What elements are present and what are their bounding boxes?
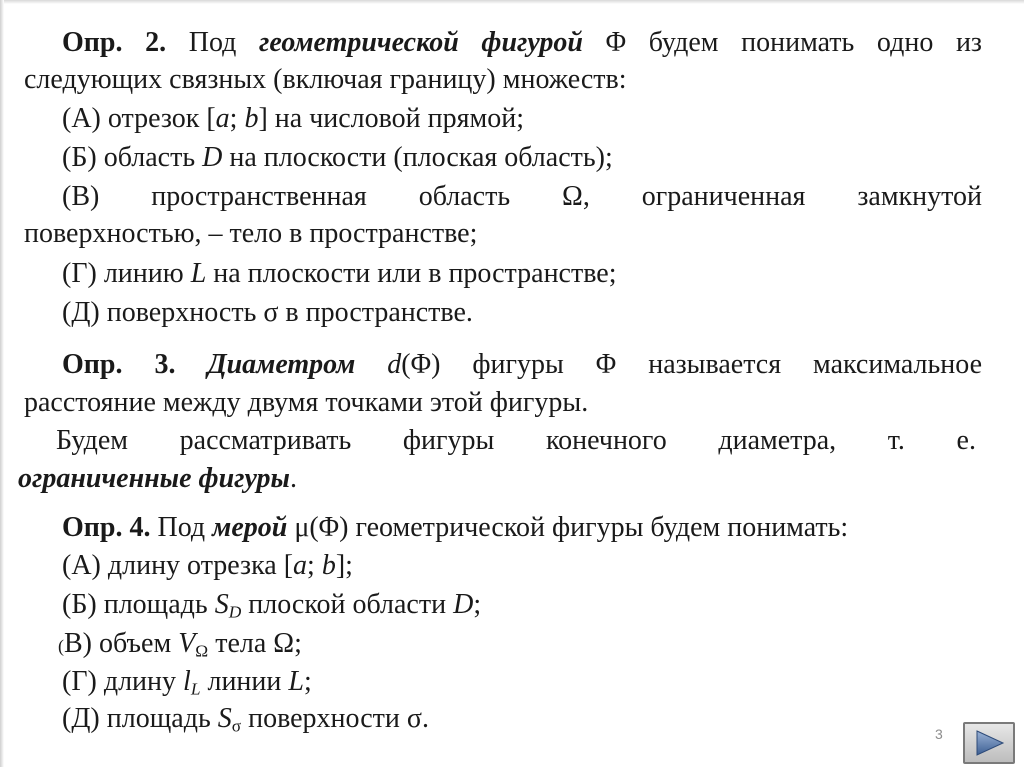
def3-line-3: Будем рассматривать фигуры конечного диаметра, т. е. [56,425,976,456]
def2-line-2: следующих связных (включая границу) множеств: [24,64,627,95]
def2-text: Φ будем понимать одно из [583,27,982,58]
slide-left-edge [0,0,4,767]
def2-item-b [62,141,613,175]
math-subscript: Ω [195,641,209,661]
def4-heading: Опр. 4. [62,512,151,543]
math-var: V [178,628,196,659]
def3-text: (Φ) фигуры Φ называется максимальное [401,349,983,380]
item-text: (А) отрезок [ [62,103,216,134]
def4-item-d [62,665,312,699]
def2-text: Под [166,27,259,58]
item-text: (Д) площадь [62,703,218,734]
def4-item-c [58,627,302,663]
math-var: D [453,589,474,620]
item-text: плоской области [241,589,454,620]
def4-text: Под [150,512,213,543]
item-text: В) объем [64,628,179,659]
def3-text: . [289,463,297,494]
item-text: поверхности σ. [241,703,429,734]
item-text: ; [307,550,322,581]
item-text: ; [303,666,312,697]
def3-line-4 [18,462,297,496]
math-subscript: σ [231,716,242,736]
def2-item-d [62,257,616,291]
math-subscript: D [228,602,242,622]
math-var: S [214,589,229,620]
item-text: на плоскости или в пространстве; [206,258,617,289]
def2-item-c-line-2: поверхностью, – тело в пространстве; [24,218,478,249]
item-text: (Б) площадь [62,589,215,620]
def3-heading: Опр. 3. [62,349,176,380]
def4-item-a [62,549,353,583]
play-right-triangle-icon [971,728,1007,758]
slide-top-edge [0,0,1024,4]
def2-item-a [62,102,524,136]
def2-line-1 [24,26,982,60]
item-text: ; [473,589,482,620]
item-text: ] на числовой прямой; [258,103,525,134]
math-var: S [217,703,232,734]
def2-item-c-line-1: (В) пространственная область Ω, ограниченная замкнутой [62,181,982,212]
math-var: b [321,550,336,581]
def4-item-b [62,588,481,622]
def4-term: мерой [212,512,288,543]
def2-item-e: (Д) поверхность σ в пространстве. [62,297,473,328]
item-text: ]; [335,550,353,581]
def2-term: геометрической фигурой [259,27,583,58]
item-text: на плоскости (плоская область); [222,142,613,173]
def2-heading: Опр. 2. [62,27,167,58]
item-text: (Г) линию [62,258,191,289]
def4-line-1 [62,511,848,545]
math-var: L [288,666,304,697]
space [175,349,207,380]
page-number: 3 [935,726,943,742]
def3-bounded-term: ограниченные фигуры [18,463,290,494]
math-var: b [244,103,259,134]
next-slide-button[interactable] [963,722,1015,764]
math-subscript: L [190,679,201,699]
def3-line-1 [24,348,982,382]
math-var: L [190,258,207,289]
item-text: ( [58,636,64,656]
item-text: (Г) длину [62,666,184,697]
item-text: (Б) область [62,142,203,173]
item-text: линии [200,666,289,697]
math-var: a [293,550,308,581]
def3-line-2: расстояние между двумя точками этой фигуры. [24,387,589,418]
math-var: D [202,142,223,173]
math-var: l [183,666,191,697]
space [355,349,387,380]
item-text: тела Ω; [208,628,302,659]
item-text: (А) длину отрезка [ [62,550,294,581]
math-var: d [387,349,402,380]
def3-term: Диаметром [207,349,356,380]
def4-item-e [62,702,429,736]
def4-text: μ(Φ) геометрической фигуры будем понимать: [287,512,849,543]
item-text: ; [229,103,245,134]
math-var: a [215,103,230,134]
